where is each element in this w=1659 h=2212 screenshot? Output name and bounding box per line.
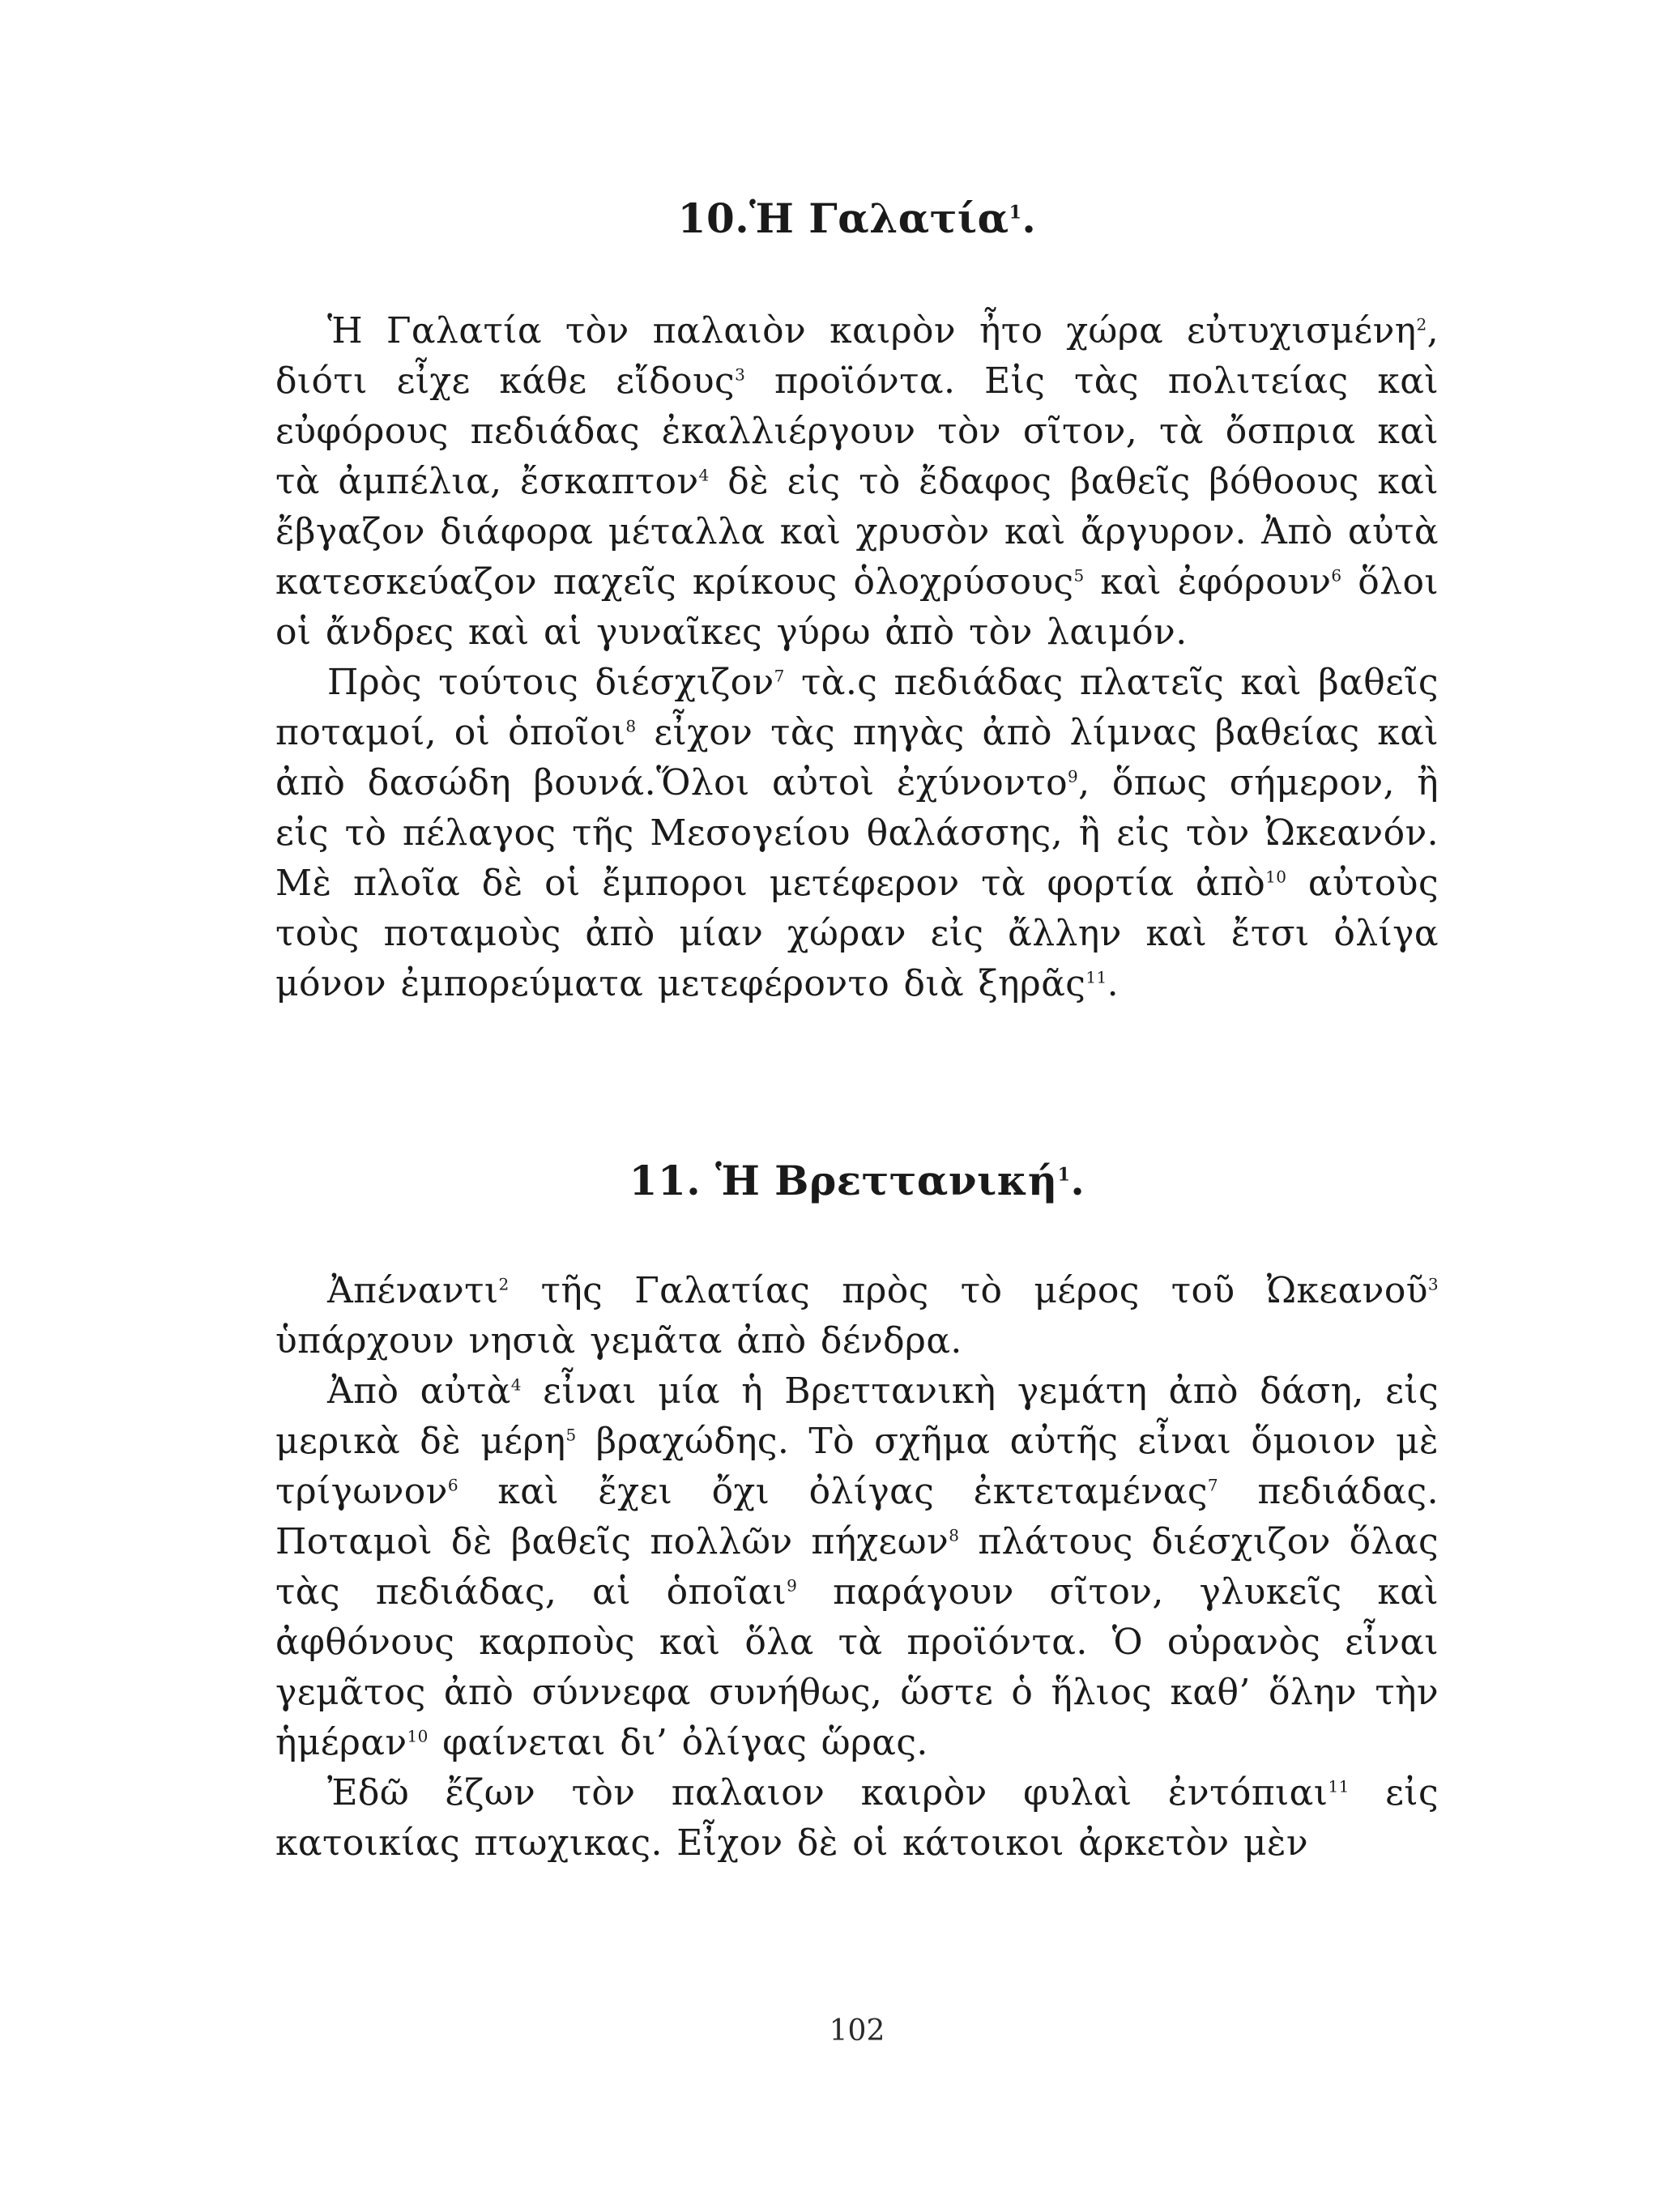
paragraph	[275, 1366, 1439, 1768]
text-run: πεδιάδας. Ποταμοὶ δὲ βαθεῖς πολλῶν πήχεων	[275, 1471, 1439, 1562]
footnote-ref: 3	[735, 364, 746, 385]
text-run: φαίνεται δι’ ὀλίγας ὥρας.	[428, 1722, 928, 1763]
text-run: εἰς κατοικίας πτωχικας. Εἶχον δὲ οἱ κάτοικοι ἀρκετὸν μὲν	[275, 1772, 1439, 1864]
text-run: εἶχον τὰς πηγὰς ἀπὸ λίμνας βαθείας καὶ ἀπὸ δασώδη βουνά.Ὅλοι αὐτοὶ ἐχύνοντο	[275, 712, 1439, 803]
heading-end: .	[1070, 1157, 1085, 1204]
paragraph	[275, 306, 1439, 658]
footnote-ref: 5	[565, 1425, 577, 1445]
text-run: παράγουν σῖτον, γλυκεῖς καὶ ἀφθόνους καρποὺς καὶ ὅλα τὰ προϊόντα. Ὁ οὐρανὸς εἶναι γεμᾶτος ἀπὸ σύννεφα συνήθως, ὥστε ὁ ἥλιος καθ’ ὅλην τὴν ἡμέραν	[275, 1571, 1439, 1763]
text-run: καὶ ἐφόρουν	[1084, 561, 1332, 603]
heading-text: 10.Ἡ Γαλατία	[677, 194, 1009, 242]
text-run: εἶναι μία ἡ Βρεττανικὴ γεμάτη ἀπὸ δάση, εἰς μερικὰ δὲ μέρη	[275, 1370, 1439, 1462]
text-run: προϊόντα. Εἰς τὰς πολιτείας καὶ εὐφόρους πεδιάδας ἐκαλλιέργουν τὸν σῖτον, τὰ ὄσπρια καὶ τὰ ἀμπέλια, ἔσκαπτον	[275, 360, 1439, 502]
page-number: 102	[829, 2014, 885, 2048]
text-run: Ἡ Γαλατία τὸν παλαιὸν καιρὸν ἦτο χώρα εὐτυχισμένη	[327, 310, 1417, 352]
section-heading-galatia	[275, 194, 1439, 243]
footnote-ref: 8	[949, 1525, 960, 1545]
footnote-ref: 4	[698, 465, 710, 485]
text-run: Ἀπὸ αὐτὰ	[327, 1370, 511, 1412]
section-britannia-body	[275, 1266, 1439, 1869]
footnote-ref: 10	[407, 1726, 429, 1746]
footnote-ref: 11	[1085, 967, 1107, 987]
footnote-ref: 1	[1009, 202, 1022, 224]
footnote-ref: 2	[1416, 314, 1427, 335]
footnote-ref: 1	[1057, 1164, 1071, 1186]
footnote-ref: 8	[625, 716, 637, 736]
text-run: πλάτους διέσχιζον ὅλας τὰς πεδιάδας, αἱ ὁποῖαι	[275, 1521, 1439, 1613]
text-run: Ἀπέναντι	[327, 1270, 499, 1311]
text-run: , διότι εἶχε κάθε εἴδους	[275, 310, 1439, 402]
heading-text: 11. Ἡ Βρεττανική	[629, 1157, 1058, 1204]
text-run: τὰ.ς πεδιάδας πλατεῖς καὶ βαθεῖς ποταμοί, οἱ ὁποῖοι	[275, 662, 1439, 753]
text-run: ὅλοι οἱ ἄνδρες καὶ αἱ γυναῖκες γύρω ἀπὸ τὸν λαιμόν.	[275, 561, 1439, 653]
section-galatia-body	[275, 306, 1439, 1009]
text-run: ὑπάρχουν νησιὰ γεμᾶτα ἀπὸ δένδρα.	[275, 1320, 962, 1362]
document-page	[275, 0, 1439, 2212]
text-run: , ὅπως σήμερον, ἢ εἰς τὸ πέλαγος τῆς Μεσογείου θαλάσσης, ἢ εἰς τὸν Ὠκεανόν. Μὲ πλοῖα δὲ οἱ ἔμποροι μετέφερον τὰ φορτία ἀπὸ	[275, 762, 1439, 904]
text-run: αὐτοὺς τοὺς ποταμοὺς ἀπὸ μίαν χώραν εἰς ἄλλην καὶ ἔτσι ὀλίγα μόνον ἐμπορεύματα μετεφέροντο διὰ ξηρᾶς	[275, 863, 1439, 1004]
footnote-ref: 11	[1328, 1776, 1350, 1796]
footnote-ref: 6	[1331, 565, 1342, 586]
heading-end: .	[1021, 194, 1037, 242]
footnote-ref: 9	[787, 1575, 798, 1596]
footnote-ref: 2	[498, 1274, 510, 1294]
text-run: βραχώδης. Τὸ σχῆμα αὐτῆς εἶναι ὅμοιον μὲ τρίγωνον	[275, 1421, 1439, 1512]
footnote-ref: 10	[1265, 867, 1287, 887]
text-run: καὶ ἔχει ὄχι ὀλίγας ἐκτεταμένας	[458, 1471, 1208, 1512]
text-run: Πρὸς τούτοις διέσχιζον	[327, 662, 774, 703]
footnote-ref: 4	[510, 1375, 522, 1395]
text-run: Ἐδῶ ἔζων τὸν παλαιον καιρὸν φυλαὶ ἐντόπιαι	[327, 1772, 1328, 1813]
footnote-ref: 6	[447, 1475, 458, 1495]
text-run: δὲ εἰς τὸ ἔδαφος βαθεῖς βόθοους καὶ ἔβγαζον διάφορα μέταλλα καὶ χρυσὸν καὶ ἄργυρον. Ἀπὸ αὐτὰ κατεσκεύαζον παχεῖς κρίκους ὁλοχρύσους	[275, 461, 1439, 603]
paragraph	[275, 1768, 1439, 1869]
footnote-ref: 3	[1427, 1274, 1439, 1294]
paragraph	[275, 658, 1439, 1009]
text-run: .	[1107, 963, 1119, 1004]
paragraph	[275, 1266, 1439, 1366]
section-heading-britannia	[275, 1157, 1439, 1205]
text-run: τῆς Γαλατίας πρὸς τὸ μέρος τοῦ Ὠκεανοῦ	[509, 1270, 1428, 1311]
footnote-ref: 9	[1067, 766, 1079, 786]
footnote-ref: 5	[1073, 565, 1085, 586]
footnote-ref: 7	[774, 666, 785, 686]
footnote-ref: 7	[1207, 1475, 1219, 1495]
